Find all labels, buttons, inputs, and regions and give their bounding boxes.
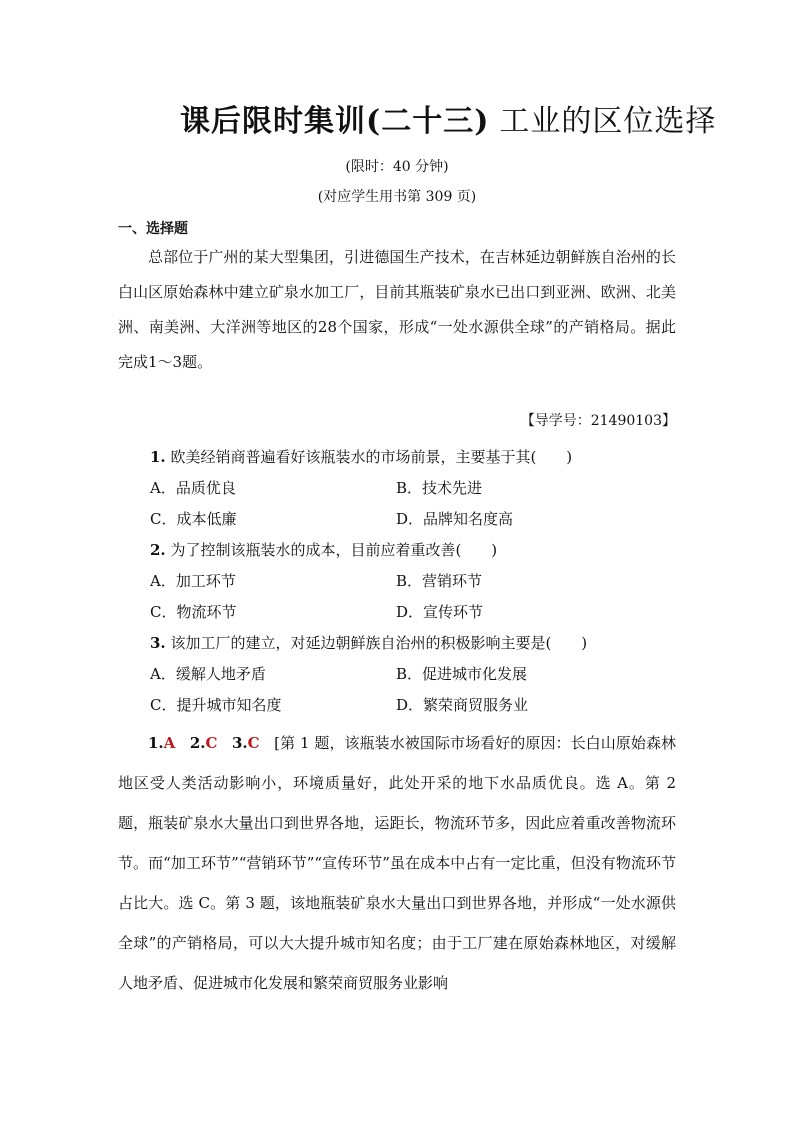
option-c: C．成本低廉 <box>150 510 237 528</box>
option-a: A．加工环节 <box>150 572 236 590</box>
question-stem <box>150 442 572 473</box>
option-b: B．技术先进 <box>396 479 483 497</box>
answer-2-letter: C <box>205 734 218 752</box>
section-heading: 一、选择题 <box>118 221 188 237</box>
option-b: B．营销环节 <box>396 572 483 590</box>
option-d: D．宣传环节 <box>396 603 484 621</box>
guide-number: 【导学号：21490103】 <box>520 413 676 429</box>
option-b: B．促进城市化发展 <box>396 665 528 683</box>
answer-3-number: 3. <box>232 734 248 752</box>
answer-1-letter: A <box>163 734 176 752</box>
book-reference: (对应学生用书第 309 页) <box>317 189 477 205</box>
question-number: 2. <box>150 541 166 559</box>
title-main: 课后限时集训(二十三) <box>180 104 490 139</box>
option-c: C．物流环节 <box>150 603 237 621</box>
question-text: 为了控制该瓶装水的成本，目前应着重改善( ) <box>170 541 498 559</box>
answer-2-number: 2. <box>189 734 206 752</box>
reading-passage: 总部位于广州的某大型集团，引进德国生产技术，在吉林延边朝鲜族自治州的长白山区原始森林中建立矿泉水加工厂，目前其瓶装矿泉水已出口到亚洲、欧洲、北美洲、南美洲、大洋洲等地区的28个国家，形成“一处水源供全球”的产销格局。据此完成1～3题。 <box>118 248 676 371</box>
option-a: A．缓解人地矛盾 <box>150 665 266 683</box>
page-title <box>180 96 716 140</box>
answer-1-number: 1. <box>148 734 164 752</box>
option-d: D．繁荣商贸服务业 <box>396 696 529 714</box>
question-stem <box>150 535 497 566</box>
title-subtitle: 工业的区位选择 <box>499 104 717 139</box>
answer-explanation <box>118 723 676 1003</box>
answer-3-letter: C <box>247 734 260 752</box>
time-limit: (限时：40 分钟) <box>345 159 449 175</box>
question-number: 1. <box>150 448 166 466</box>
question-stem <box>150 628 587 659</box>
explanation-text: [第 1 题，该瓶装水被国际市场看好的原因：长白山原始森林地区受人类活动影响小，环境质量好，此处开采的地下水品质优良。选 A。第 2 题，瓶装矿泉水大量出口到世界各地，运距长，物流环节多，因此应着重改善物流环节。而“加工环节”“营销环节”“宣传环节”虽在成本中占有一定比重，但没有物流环节占比大。选 C。第 3 题，该地瓶装矿泉水大量出口到世界各地，并形成“一处水源供全球”的产销格局，可以大大提升城市知名度；由于工厂建在原始森林地区，对缓解人地矛盾、促进城市化发展和繁荣商贸服务业影响 <box>118 734 677 992</box>
question-number: 3. <box>150 634 166 652</box>
question-text: 欧美经销商普遍看好该瓶装水的市场前景，主要基于其( ) <box>170 448 573 466</box>
option-c: C．提升城市知名度 <box>150 696 282 714</box>
option-a: A．品质优良 <box>150 479 236 497</box>
option-d: D．品牌知名度高 <box>396 510 514 528</box>
question-text: 该加工厂的建立，对延边朝鲜族自治州的积极影响主要是( ) <box>170 634 588 652</box>
